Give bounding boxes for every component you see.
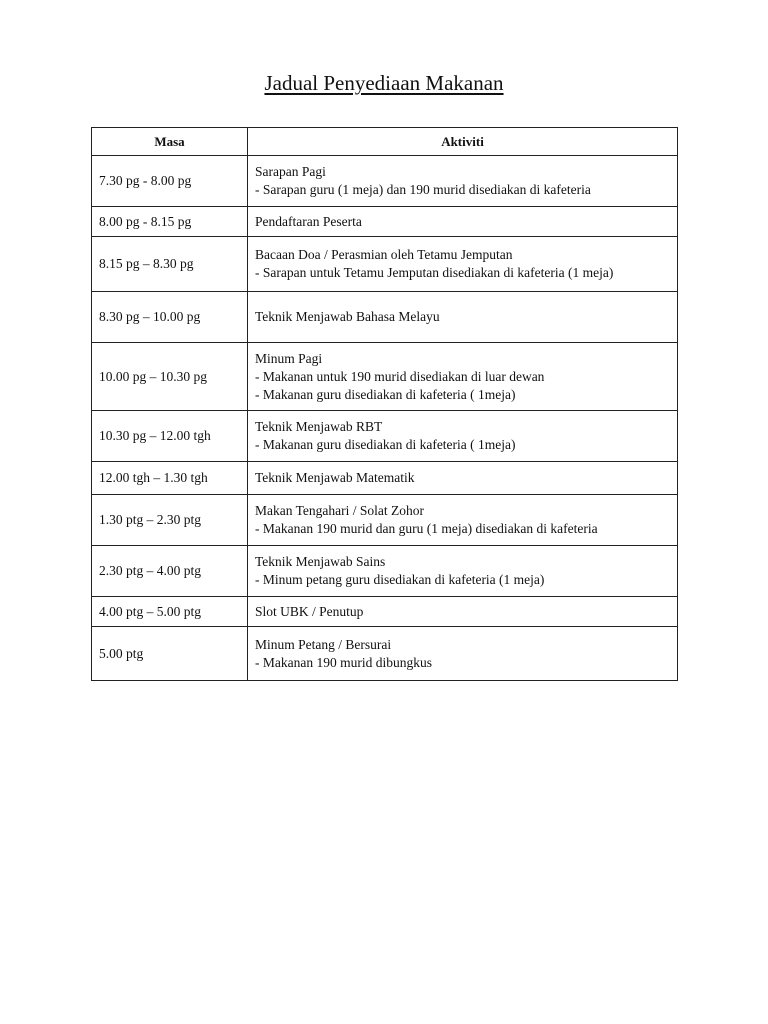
table-row: [92, 156, 678, 207]
document-title: Jadual Penyediaan Makanan: [264, 71, 504, 95]
table-row: [92, 292, 678, 343]
activity-cell: [248, 495, 678, 546]
time-cell: 10.30 pg – 12.00 tgh: [92, 411, 248, 462]
activity-note: - Makanan untuk 190 murid disediakan di luar dewan: [255, 368, 670, 386]
header-masa: Masa: [92, 128, 248, 156]
activity-note: - Sarapan guru (1 meja) dan 190 murid disediakan di kafeteria: [255, 181, 670, 199]
activity-title: Bacaan Doa / Perasmian oleh Tetamu Jemputan: [255, 247, 513, 262]
activity-note: - Makanan 190 murid dibungkus: [255, 654, 670, 672]
activity-cell: [248, 411, 678, 462]
activity-title: Makan Tengahari / Solat Zohor: [255, 503, 425, 518]
activity-cell: [248, 546, 678, 597]
activity-title: Teknik Menjawab Matematik: [255, 470, 415, 485]
activity-title: Slot UBK / Penutup: [255, 603, 364, 619]
time-cell: 8.00 pg - 8.15 pg: [92, 207, 248, 237]
time-cell: 12.00 tgh – 1.30 tgh: [92, 462, 248, 495]
activity-cell: [248, 156, 678, 207]
activity-cell: [248, 597, 678, 627]
table-header-row: [92, 128, 678, 156]
time-cell: 8.30 pg – 10.00 pg: [92, 292, 248, 343]
time-cell: 7.30 pg - 8.00 pg: [92, 156, 248, 207]
activity-title: Sarapan Pagi: [255, 164, 326, 179]
activity-title: Minum Pagi: [255, 350, 323, 366]
activity-cell: [248, 462, 678, 495]
table-row: [92, 237, 678, 292]
schedule-table: [91, 127, 678, 681]
time-cell: 4.00 ptg – 5.00 ptg: [92, 597, 248, 627]
activity-note: - Minum petang guru disediakan di kafeteria (1 meja): [255, 571, 670, 589]
activity-note: - Makanan guru disediakan di kafeteria ( 1meja): [255, 386, 670, 404]
activity-title: Teknik Menjawab Bahasa Melayu: [255, 309, 440, 324]
table-row: [92, 495, 678, 546]
table-row: [92, 627, 678, 681]
activity-cell: [248, 343, 678, 411]
activity-cell: [248, 292, 678, 343]
time-cell: 8.15 pg – 8.30 pg: [92, 237, 248, 292]
activity-note: - Sarapan untuk Tetamu Jemputan disediakan di kafeteria (1 meja): [255, 264, 670, 282]
time-cell: 5.00 ptg: [92, 627, 248, 681]
activity-cell: [248, 627, 678, 681]
table-row: [92, 462, 678, 495]
header-aktiviti: Aktiviti: [248, 128, 678, 156]
table-row: [92, 546, 678, 597]
activity-title: Teknik Menjawab Sains: [255, 554, 386, 569]
activity-cell: [248, 237, 678, 292]
activity-note: - Makanan 190 murid dan guru (1 meja) disediakan di kafeteria: [255, 520, 670, 538]
time-cell: 10.00 pg – 10.30 pg: [92, 343, 248, 411]
table-row: [92, 597, 678, 627]
activity-note: - Makanan guru disediakan di kafeteria ( 1meja): [255, 436, 670, 454]
activity-title: Teknik Menjawab RBT: [255, 419, 383, 434]
time-cell: 2.30 ptg – 4.00 ptg: [92, 546, 248, 597]
table-row: [92, 343, 678, 411]
activity-title: Minum Petang / Bersurai: [255, 636, 392, 652]
table-row: [92, 207, 678, 237]
activity-title: Pendaftaran Peserta: [255, 213, 362, 229]
activity-cell: [248, 207, 678, 237]
time-cell: 1.30 ptg – 2.30 ptg: [92, 495, 248, 546]
table-row: [92, 411, 678, 462]
